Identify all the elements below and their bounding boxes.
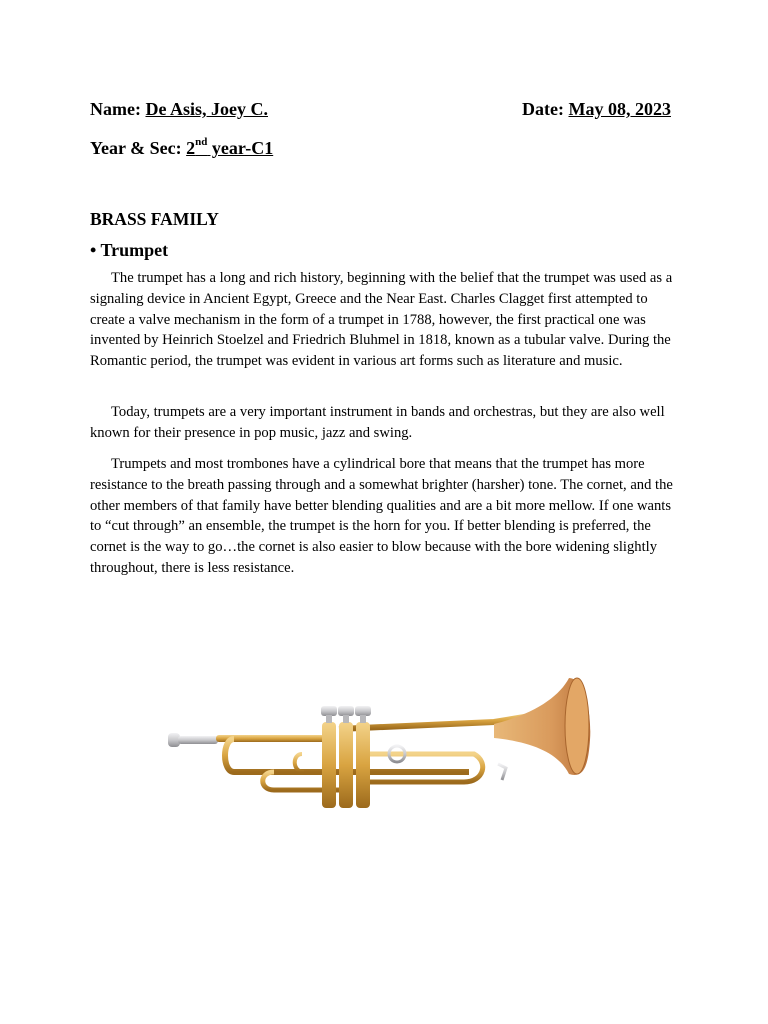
section-label: Year & Sec: xyxy=(90,138,182,158)
paragraph-bore: Trumpets and most trombones have a cylindrical bore that means that the trumpet has more resistance to the breath passing through and a somewhat brighter (harsher) tone. The cornet, and the other members of that family have better blending qualities and are a bit more mellow. If one wants to “cut through” an ensemble, the trumpet is the horn for you. If better blending is preferred, the cornet is the way to go…the cornet is also easier to blow because with the bore widening slightly throughout, there is less resistance. xyxy=(90,456,673,576)
bell-rim xyxy=(565,678,589,774)
name-field xyxy=(90,99,268,120)
mouthpiece xyxy=(168,733,218,747)
water-key xyxy=(498,764,506,780)
third-slide xyxy=(364,754,483,782)
valve-caps xyxy=(321,706,371,723)
section-year-number: 2 xyxy=(186,138,196,158)
name-value: De Asis, Joey C. xyxy=(145,99,268,119)
section-year-suffix: nd xyxy=(195,136,208,148)
date-value: May 08, 2023 xyxy=(568,99,671,119)
trumpet-image xyxy=(164,672,592,814)
paragraph-today: Today, trumpets are a very important instrument in bands and orchestras, but they are also well known for their presence in pop music, jazz and swing. xyxy=(90,404,665,441)
section-value xyxy=(186,138,273,158)
valve-block xyxy=(322,722,370,808)
section-heading: BRASS FAMILY xyxy=(90,209,219,229)
date-label: Date: xyxy=(522,99,564,119)
date-field xyxy=(522,99,671,120)
section-year-rest: year-C1 xyxy=(207,138,274,158)
name-label: Name: xyxy=(90,99,141,119)
paragraph-history: The trumpet has a long and rich history, beginning with the belief that the trumpet was used as a signaling device in Ancient Egypt, Greece and the Near East. Charles Clagget first attempted to create a valve mechanism in the form of a trumpet in 1788, however, the first practical one was invented by Heinrich Stoelzel and Friedrich Bluhmel in 1818, known as a tubular valve. During the Romantic period, the trumpet was evident in various art forms such as literature and music. xyxy=(90,270,673,370)
trumpet-subheading: • Trumpet xyxy=(90,240,169,260)
year-section-field xyxy=(90,138,273,159)
